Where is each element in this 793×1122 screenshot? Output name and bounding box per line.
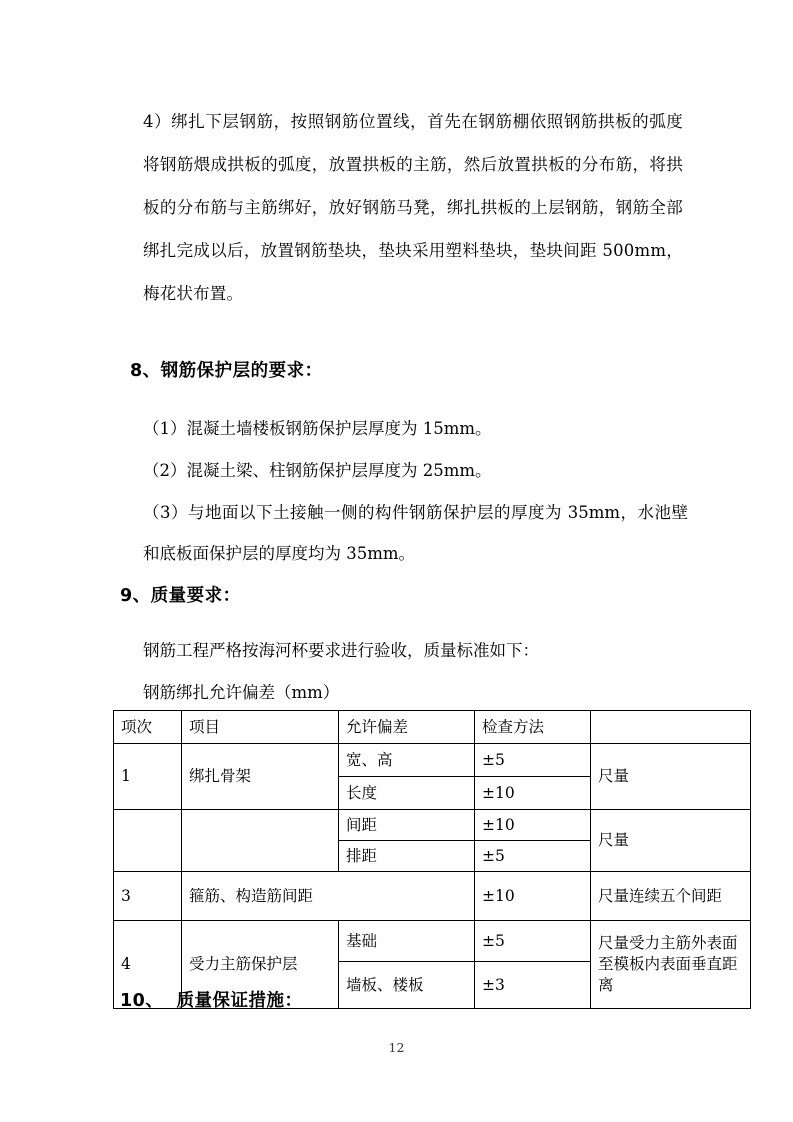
row1-method: 尺量 xyxy=(591,744,751,810)
table-caption: 钢筋绑扎允许偏差（mm） xyxy=(143,683,340,702)
row4-sub2-name: 墙板、楼板 xyxy=(339,962,475,1009)
row1-no: 1 xyxy=(114,744,182,810)
table-header-row xyxy=(114,711,751,744)
table-header-cell-item: 项目 xyxy=(182,711,339,744)
section9-intro-text: 钢筋工程严格按海河杯要求进行验收，质量标准如下： xyxy=(143,641,539,660)
table-row xyxy=(114,872,751,921)
table-row xyxy=(114,921,751,962)
section8-item-2: （2）混凝土梁、柱钢筋保护层厚度为 25mm。 xyxy=(143,461,492,480)
table-row xyxy=(114,810,751,841)
row4-sub2-tol: ±3 xyxy=(475,962,591,1009)
row2-sub1-name: 间距 xyxy=(339,810,475,841)
row2-method: 尺量 xyxy=(591,810,751,872)
section8-item-1: （1）混凝土墙楼板钢筋保护层厚度为 15mm。 xyxy=(143,419,492,438)
table-header-cell-method: 检查方法 xyxy=(475,711,591,744)
row1-sub2-tol: ±10 xyxy=(475,777,591,810)
row1-sub1-name: 宽、高 xyxy=(339,744,475,777)
row4-item: 受力主筋保护层 xyxy=(182,921,339,1009)
row1-sub2-name: 长度 xyxy=(339,777,475,810)
row2-sub2-name: 排距 xyxy=(339,841,475,872)
tolerance-table xyxy=(113,710,751,1009)
row4-sub1-name: 基础 xyxy=(339,921,475,962)
table-row xyxy=(114,744,751,777)
table-header-cell-no: 项次 xyxy=(114,711,182,744)
row1-sub1-tol: ±5 xyxy=(475,744,591,777)
paragraph-block-4 xyxy=(143,100,683,315)
tolerance-table-wrapper xyxy=(113,710,738,1009)
row3-no: 3 xyxy=(114,872,182,921)
row4-no: 4 xyxy=(114,921,182,1009)
heading-section-8: 8、钢筋保护层的要求： xyxy=(130,361,323,381)
row3-method: 尺量连续五个间距 xyxy=(591,872,751,921)
row4-sub1-tol: ±5 xyxy=(475,921,591,962)
page-number: 12 xyxy=(388,1040,405,1055)
heading-section-10: 10、 质量保证措施： xyxy=(120,991,303,1011)
heading-section-9: 9、质量要求： xyxy=(120,586,241,606)
section8-item-3: （3）与地面以下土接触一侧的构件钢筋保护层的厚度为 35mm，水池壁和底板面保护层的厚度均为 35mm。 xyxy=(143,503,688,563)
row2-no xyxy=(114,810,182,872)
row2-sub2-tol: ±5 xyxy=(475,841,591,872)
row3-tol: ±10 xyxy=(475,872,591,921)
paragraph-4-text: 4）绑扎下层钢筋，按照钢筋位置线，首先在钢筋棚依照钢筋拱板的弧度将钢筋煨成拱板的弧度，放置拱板的主筋，然后放置拱板的分布筋，将拱板的分布筋与主筋绑好，放好钢筋马凳，绑扎拱板的上层钢筋，钢筋全部绑扎完成以后，放置钢筋垫块，垫块采用塑料垫块，垫块间距 500mm，梅花状布置。 xyxy=(143,112,683,303)
table-header-cell-blank xyxy=(591,711,751,744)
table-header-cell-tolerance: 允许偏差 xyxy=(339,711,475,744)
row4-method: 尺量受力主筋外表面至模板内表面垂直距离 xyxy=(591,921,751,1009)
row1-item: 绑扎骨架 xyxy=(182,744,339,810)
row2-item xyxy=(182,810,339,872)
row3-item: 箍筋、构造筋间距 xyxy=(182,872,475,921)
row2-sub1-tol: ±10 xyxy=(475,810,591,841)
